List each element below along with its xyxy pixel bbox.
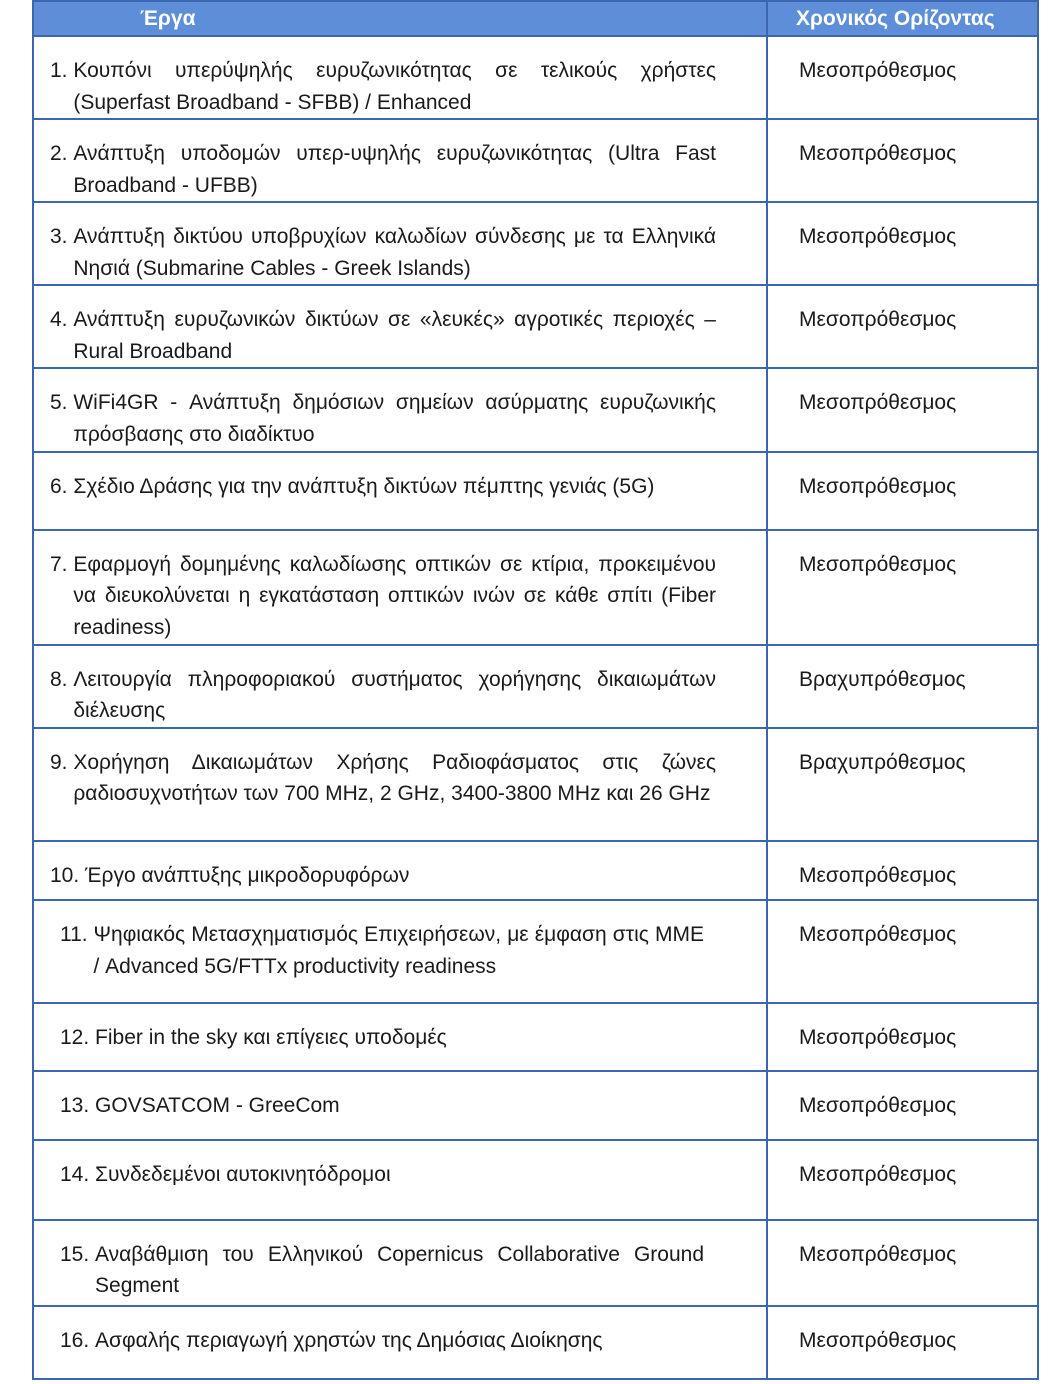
time-horizon-cell: Μεσοπρόθεσμος <box>767 1071 1038 1140</box>
table-row <box>33 285 1038 368</box>
table-row <box>33 841 1038 900</box>
project-cell <box>33 530 767 645</box>
table-row <box>33 530 1038 645</box>
time-horizon-cell: Μεσοπρόθεσμος <box>767 119 1038 202</box>
project-number: 7. <box>50 552 74 576</box>
project-cell <box>33 1071 767 1140</box>
project-number: 10. <box>50 864 86 888</box>
time-horizon-cell: Μεσοπρόθεσμος <box>767 530 1038 645</box>
project-number: 16. <box>60 1328 96 1352</box>
time-horizon-cell: Μεσοπρόθεσμος <box>767 1140 1038 1219</box>
table-row <box>33 900 1038 1003</box>
table-row <box>33 452 1038 530</box>
time-horizon-cell: Μεσοπρόθεσμος <box>767 452 1038 530</box>
project-number: 12. <box>60 1026 96 1050</box>
time-horizon-cell: Μεσοπρόθεσμος <box>767 900 1038 1003</box>
project-cell <box>33 645 767 728</box>
project-cell <box>33 452 767 530</box>
project-title: Ανάπτυξη ευρυζωνικών δικτύων σε «λευκές» αγροτικές περιοχές – Rural Broadband <box>73 308 716 363</box>
time-horizon-cell: Μεσοπρόθεσμος <box>767 36 1038 119</box>
table-row <box>33 368 1038 451</box>
table-header-row <box>33 1 1038 36</box>
project-cell <box>33 1220 767 1306</box>
table-row <box>33 1306 1038 1379</box>
table-row <box>33 728 1038 841</box>
project-cell <box>33 1140 767 1219</box>
project-number: 5. <box>50 391 74 415</box>
project-number: 4. <box>50 308 74 332</box>
project-cell <box>33 202 767 285</box>
projects-table <box>32 0 1039 1380</box>
table-row <box>33 1140 1038 1219</box>
time-horizon-cell: Μεσοπρόθεσμος <box>767 285 1038 368</box>
project-title: Ασφαλής περιαγωγή χρηστών της Δημόσιας Διοίκησης <box>95 1328 603 1352</box>
time-horizon-cell: Μεσοπρόθεσμος <box>767 368 1038 451</box>
project-title: Ανάπτυξη δικτύου υποβρυχίων καλωδίων σύνδεσης με τα Ελληνικά Νησιά (Submarine Cables - Greek Islands) <box>73 225 716 280</box>
project-title: Ανάπτυξη υποδομών υπερ-υψηλής ευρυζωνικότητας (Ultra Fast Broadband - UFBB) <box>73 142 716 197</box>
project-title: GOVSATCOM - GreeCom <box>95 1094 340 1118</box>
project-number: 6. <box>50 474 74 498</box>
project-title: Fiber in the sky και επίγειες υποδομές <box>95 1026 447 1050</box>
time-horizon-cell: Μεσοπρόθεσμος <box>767 1306 1038 1379</box>
project-cell <box>33 285 767 368</box>
project-cell <box>33 728 767 841</box>
table-row <box>33 1071 1038 1140</box>
table-row <box>33 1220 1038 1306</box>
project-number: 8. <box>50 667 74 691</box>
project-number: 14. <box>60 1163 96 1187</box>
header-time-horizon: Χρονικός Ορίζοντας <box>767 1 1038 36</box>
project-title: Συνδεδεμένοι αυτοκινητόδρομοι <box>95 1163 391 1187</box>
header-projects: Έργα <box>33 1 767 36</box>
table-row <box>33 202 1038 285</box>
time-horizon-cell: Βραχυπρόθεσμος <box>767 645 1038 728</box>
time-horizon-cell: Μεσοπρόθεσμος <box>767 202 1038 285</box>
project-title: Έργο ανάπτυξης μικροδορυφόρων <box>85 864 410 888</box>
project-number: 1. <box>50 59 74 82</box>
project-cell <box>33 900 767 1003</box>
table-row <box>33 36 1038 119</box>
project-title: Εφαρμογή δομημένης καλωδίωσης οπτικών σε κτίρια, προκειμένου να διευκολύνεται η εγκατάσταση οπτικών ινών σε κάθε σπίτι (Fiber readiness) <box>73 552 716 639</box>
project-cell <box>33 841 767 900</box>
project-title: Αναβάθμιση του Ελληνικού Copernicus Collaborative Ground Segment <box>95 1242 704 1298</box>
project-title: Σχέδιο Δράσης για την ανάπτυξη δικτύων πέμπτης γενιάς (5G) <box>73 474 655 498</box>
project-title: Χορήγηση Δικαιωμάτων Χρήσης Ραδιοφάσματος στις ζώνες ραδιοσυχνοτήτων των 700 MHz, 2 GHz, 3400-3800 MHz και 26 GHz <box>73 750 716 806</box>
time-horizon-cell: Βραχυπρόθεσμος <box>767 728 1038 841</box>
project-cell <box>33 36 767 119</box>
project-number: 15. <box>60 1242 96 1266</box>
project-cell <box>33 1306 767 1379</box>
table-row <box>33 645 1038 728</box>
table-row <box>33 1003 1038 1071</box>
project-number: 3. <box>50 225 74 249</box>
project-number: 2. <box>50 142 74 166</box>
project-title: Λειτουργία πληροφοριακού συστήματος χορήγησης δικαιωμάτων διέλευσης <box>73 667 716 723</box>
project-title: Κουπόνι υπερύψηλής ευρυζωνικότητας σε τελικούς χρήστες (Superfast Broadband - SFBB) / Enhanced <box>73 59 716 114</box>
project-title: Ψηφιακός Μετασχηματισμός Επιχειρήσεων, με έμφαση στις ΜΜΕ / Advanced 5G/FTTx productivity readiness <box>93 923 704 978</box>
project-number: 13. <box>60 1094 96 1118</box>
table-row <box>33 119 1038 202</box>
project-cell <box>33 368 767 451</box>
project-cell <box>33 1003 767 1071</box>
time-horizon-cell: Μεσοπρόθεσμος <box>767 1220 1038 1306</box>
project-number: 11. <box>60 923 94 947</box>
time-horizon-cell: Μεσοπρόθεσμος <box>767 841 1038 900</box>
project-cell <box>33 119 767 202</box>
time-horizon-cell: Μεσοπρόθεσμος <box>767 1003 1038 1071</box>
project-number: 9. <box>50 750 74 774</box>
project-title: WiFi4GR - Ανάπτυξη δημόσιων σημείων ασύρματης ευρυζωνικής πρόσβασης στο διαδίκτυο <box>73 391 716 446</box>
